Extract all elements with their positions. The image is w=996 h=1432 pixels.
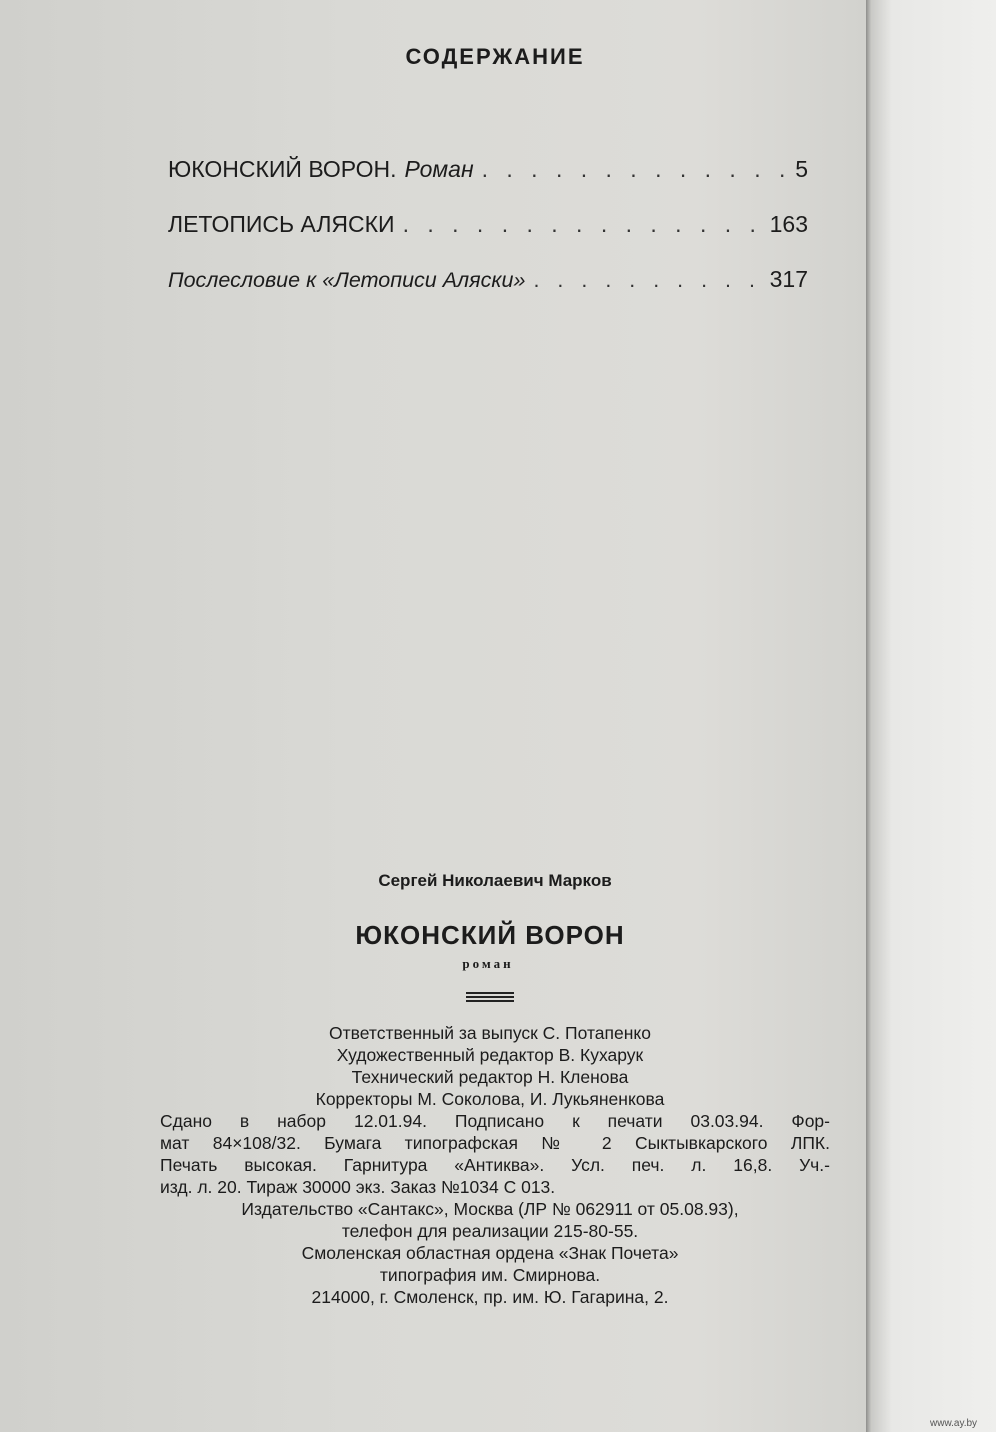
book-title: ЮКОНСКИЙ ВОРОН <box>355 920 625 950</box>
print-detail-line: изд. л. 20. Тираж 30000 экз. Заказ №1034 С 013. <box>160 1177 556 1197</box>
toc-entry <box>168 211 808 238</box>
author-name: Сергей Николаевич Марков <box>378 871 612 890</box>
contents-heading: СОДЕРЖАНИЕ <box>405 44 585 69</box>
toc-page-number: 317 <box>769 266 808 292</box>
print-detail-line: мат 84×108/32. Бумага типографская № 2 Сыктывкарского ЛПК. <box>160 1133 830 1153</box>
toc-page-number: 5 <box>795 156 808 182</box>
toc-entry-title: ЛЕТОПИСЬ АЛЯСКИ <box>168 211 395 237</box>
credit-line: Корректоры М. Соколова, И. Лукьяненкова <box>315 1089 665 1109</box>
publisher-line: 214000, г. Смоленск, пр. им. Ю. Гагарина, 2. <box>311 1287 669 1307</box>
toc-leader-dots <box>533 268 761 293</box>
toc-entry <box>168 156 808 183</box>
toc-entry-subtitle: Роман <box>404 156 474 182</box>
genre-label: роман <box>462 956 514 971</box>
credit-line: Художественный редактор В. Кухарук <box>336 1045 644 1065</box>
publisher-line: телефон для реализации 215-80-55. <box>341 1221 639 1241</box>
divider-ornament <box>466 992 514 1006</box>
toc-leader-dots <box>482 156 788 183</box>
print-detail-line: Сдано в набор 12.01.94. Подписано к печати 03.03.94. Фор- <box>160 1111 830 1131</box>
print-detail-line: Печать высокая. Гарнитура «Антиква». Усл. печ. л. 16,8. Уч.- <box>160 1155 830 1175</box>
toc-leader-dots <box>403 211 762 238</box>
credit-line: Ответственный за выпуск С. Потапенко <box>329 1023 651 1043</box>
toc-entry-subtitle: Послесловие к «Летописи Аляски» <box>168 268 526 292</box>
page-edge <box>866 0 996 1432</box>
toc-entry-title: ЮКОНСКИЙ ВОРОН. <box>168 156 397 182</box>
imprint-block <box>150 1022 830 1308</box>
toc-entry <box>168 266 808 293</box>
watermark: www.ay.by <box>930 1418 978 1429</box>
publisher-line: типография им. Смирнова. <box>379 1265 601 1285</box>
publisher-line: Издательство «Сантакс», Москва (ЛР № 062911 от 05.08.93), <box>241 1199 739 1219</box>
publisher-line: Смоленская областная ордена «Знак Почета» <box>301 1243 679 1263</box>
credit-line: Технический редактор Н. Кленова <box>351 1067 629 1087</box>
toc-page-number: 163 <box>769 211 808 237</box>
